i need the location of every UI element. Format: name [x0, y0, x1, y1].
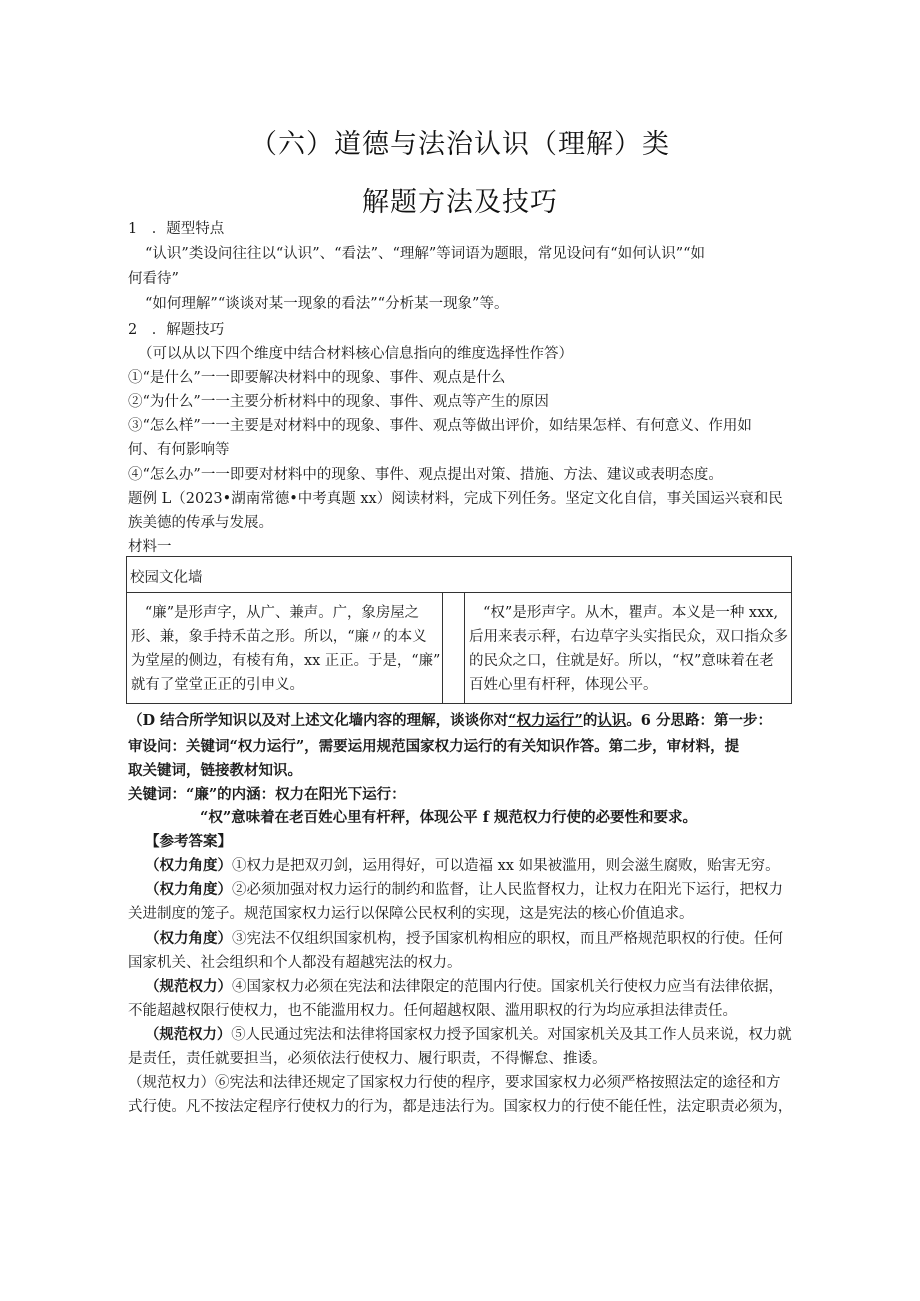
answer-line: 是责任，责任就要担当，必须依法行使权力、履行职责，不得懈怠、推诿。	[128, 1051, 607, 1067]
cell-text: “权”是形声字。从木，瞿声。本义是一种 xxx, 后用来表示秤，右边草字头实指民众，双口指众多 的民众之口，住就是好。所以，“权”意味着在老 百姓心里有杆秤，体现公平。	[469, 605, 788, 693]
answer-line: （权力角度）②必须加强对权力运行的制约和监督，让人民监督权力，让权力在阳光下运行，把权力	[145, 881, 783, 898]
section1-heading: 1 ．题型特点	[128, 221, 225, 237]
tip-item: 何、有何影响等	[128, 442, 230, 458]
answer-line: （权力角度）③宪法不仅组织国家机构，授予国家机构相应的职权，而且严格规范职权的行使。任何	[145, 930, 783, 947]
cell-text: “廉”是形声字，从广、兼声。广，象房屋之 形、兼，象手持禾苗之形。所以，“廉〃的本义 为堂屋的侧边，有棱有角，xx 正正。于是，“廉” 就有了堂堂正正的引申义。	[131, 605, 441, 693]
question-line: 取关键词，链接教材知识。	[128, 762, 302, 779]
answer-line: （规范权力）⑥宪法和法律还规定了国家权力行使的程序，要求国家权力必须严格按照法定的途径和方	[128, 1075, 781, 1091]
section2-heading: 2 ．解题技巧	[128, 322, 225, 338]
answer-line: （规范权力）⑤人民通过宪法和法律将国家权力授予国家机关。对国家机关及其工作人员来说，权力就	[145, 1026, 792, 1043]
example-line: 题例 L（2023•湖南常德•中考真题 xx）阅读材料，完成下列任务。坚定文化自信，事关国运兴衰和民	[128, 491, 783, 507]
tip-item: ③“怎么样”一一主要是对材料中的现象、事件、观点等做出评价，如结果怎样、有何意义、作用如	[128, 418, 752, 434]
section2-note: （可以从以下四个维度中结合材料核心信息指向的维度选择性作答）	[138, 346, 573, 362]
answer-line: （规范权力）④国家权力必须在宪法和法律限定的范围内行使。国家机关行使权力应当有法律依据，	[145, 978, 783, 995]
tip-item: ②“为什么”一一主要分析材料中的现象、事件、观点等产生的原因	[128, 394, 549, 410]
tip-item: ①“是什么”一一即要解决材料中的现象、事件、观点是什么	[128, 370, 506, 386]
answer-line: 国家机关、社会组织和个人都没有超越宪法的权力。	[128, 955, 462, 971]
page-title: （六）道德与法治认识（理解）类	[250, 129, 670, 160]
table-cell-quan	[465, 593, 791, 704]
answer-heading: 【参考答案】	[145, 833, 232, 850]
question-line: （D 结合所学知识以及对上述文化墙内容的理解，谈谈你对“权力运行”的认识。6 分思路：第一步：	[128, 712, 772, 729]
table-cell-lian	[127, 593, 443, 704]
question-line: “权”意味着在老百姓心里有杆秤，体现公平 f 规范权力行使的必要性和要求。	[200, 809, 698, 826]
culture-wall-table	[126, 556, 792, 704]
answer-line: （权力角度）①权力是把双刃剑，运用得好，可以造福 xx 如果被滥用，则会滋生腐败，贻害无穷。	[145, 857, 780, 874]
question-line: 关键词：“廉”的内涵：权力在阳光下运行：	[128, 786, 406, 803]
material-label: 材料一	[128, 539, 172, 555]
answer-line: 关进制度的笼子。规范国家权力运行以保障公民权利的实现，这是宪法的核心价值追求。	[128, 906, 694, 922]
question-line: 审设问：关键词“权力运行”，需要运用规范国家权力运行的有关知识作答。第二步，审材料，提	[128, 738, 740, 755]
section1-paragraph-line: 何看待”	[128, 271, 179, 287]
table-header-text: 校园文化墙	[130, 570, 203, 586]
section1-paragraph-line: “如何理解”“谈谈对某一现象的看法”“分析某一现象”等。	[145, 296, 509, 312]
page-subtitle: 解题方法及技巧	[362, 187, 558, 218]
example-line: 族美德的传承与发展。	[128, 515, 273, 531]
table-cell-spacer	[443, 593, 465, 704]
tip-item: ④“怎么办”一一即要对材料中的现象、事件、观点提出对策、措施、方法、建议或表明态度。	[128, 467, 723, 483]
table-header	[127, 557, 791, 593]
answer-line: 不能超越权限行使权力，也不能滥用权力。任何超越权限、滥用职权的行为均应承担法律责任。	[128, 1003, 737, 1019]
section1-paragraph-line: “认识”类设问往往以“认识”、“看法”、“理解”等词语为题眼，常见设问有“如何认识”“如	[145, 246, 706, 262]
answer-line: 式行使。凡不按法定程序行使权力的行为，都是违法行为。国家权力的行使不能任性，法定职责必须为，	[128, 1099, 793, 1115]
